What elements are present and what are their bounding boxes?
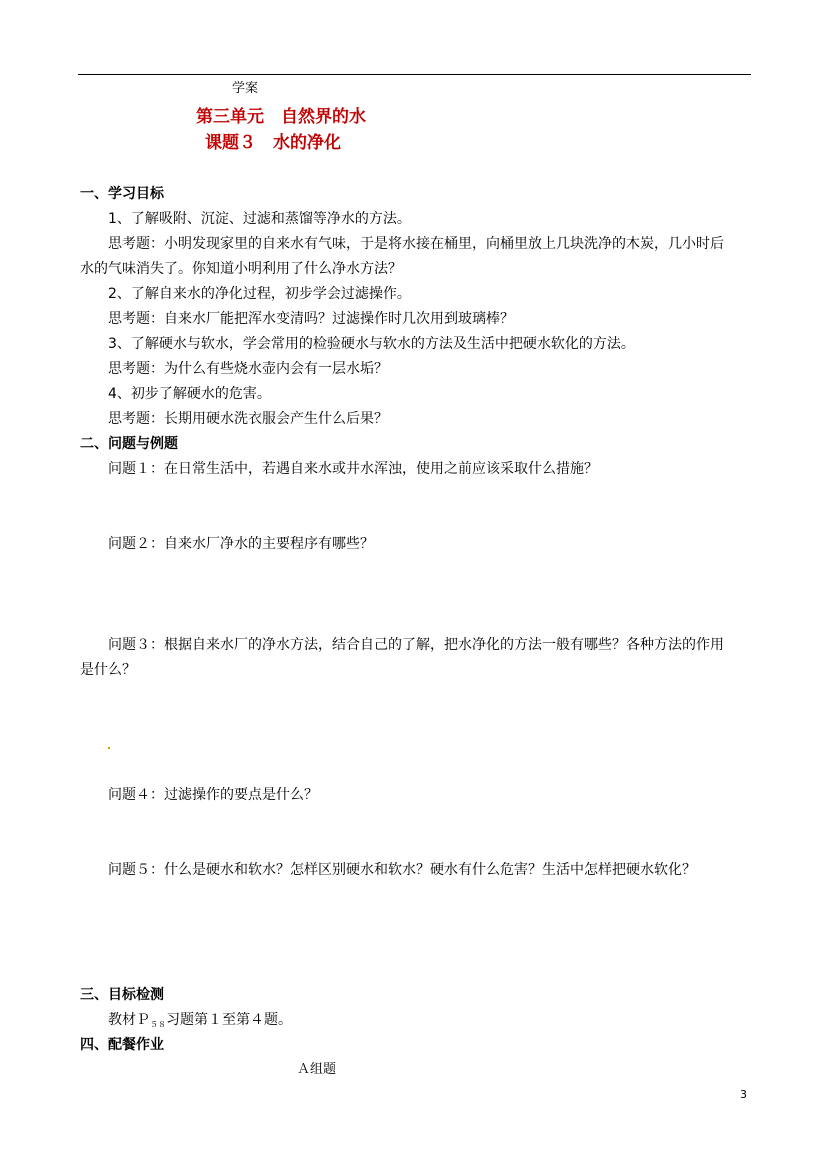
objective-line: 思考题：自来水厂能把浑水变清吗？过滤操作时几次用到玻璃棒？	[108, 311, 514, 327]
stray-mark	[108, 747, 110, 749]
textbook-exercise	[108, 1011, 292, 1031]
doc-label: 学案	[232, 81, 259, 96]
question-1: 问题１：在日常生活中，若遇自来水或井水浑浊，使用之前应该采取什么措施？	[108, 461, 598, 477]
page-number: 3	[740, 1088, 747, 1101]
objective-line: 3、了解硬水与软水，学会常用的检验硬水与软水的方法及生活中把硬水软化的方法。	[108, 336, 635, 352]
page-subscript: ５８	[150, 1020, 166, 1029]
header-rule	[78, 74, 751, 75]
section-4-heading: 四、配餐作业	[80, 1037, 164, 1053]
unit-title: 第三单元 自然界的水	[196, 107, 366, 127]
question-4: 问题４：过滤操作的要点是什么？	[108, 787, 318, 803]
section-2-heading: 二、问题与例题	[80, 436, 178, 452]
question-2: 问题２：自来水厂净水的主要程序有哪些？	[108, 536, 374, 552]
objective-line: 4、初步了解硬水的危害。	[108, 386, 271, 402]
objective-line: 思考题：为什么有些烧水壶内会有一层水垢？	[108, 361, 388, 377]
exercise-text-after: 习题第１至第４题。	[166, 1012, 292, 1028]
question-5: 问题５：什么是硬水和软水？怎样区别硬水和软水？硬水有什么危害？生活中怎样把硬水软化？	[108, 862, 696, 878]
question-3-line-2: 是什么？	[80, 662, 136, 678]
section-3-heading: 三、目标检测	[80, 987, 164, 1003]
question-3-line-1: 问题３：根据自来水厂的净水方法，结合自己的了解，把水净化的方法一般有哪些？各种方法的作用	[108, 637, 724, 653]
objective-line: 1、了解吸附、沉淀、过滤和蒸馏等净水的方法。	[108, 211, 411, 227]
group-a-label: Ａ组题	[297, 1062, 337, 1077]
objective-line: 2、了解自来水的净化过程，初步学会过滤操作。	[108, 286, 411, 302]
section-1-heading: 一、学习目标	[80, 186, 164, 202]
objective-line: 水的气味消失了。你知道小明利用了什么净水方法？	[80, 261, 402, 277]
exercise-text-before: 教材Ｐ	[108, 1012, 150, 1028]
objective-line: 思考题：小明发现家里的自来水有气味，于是将水接在桶里，向桶里放上几块洗净的木炭，几小时后	[108, 236, 724, 252]
lesson-title: 课题３ 水的净化	[205, 133, 341, 153]
objective-line: 思考题：长期用硬水洗衣服会产生什么后果？	[108, 411, 388, 427]
